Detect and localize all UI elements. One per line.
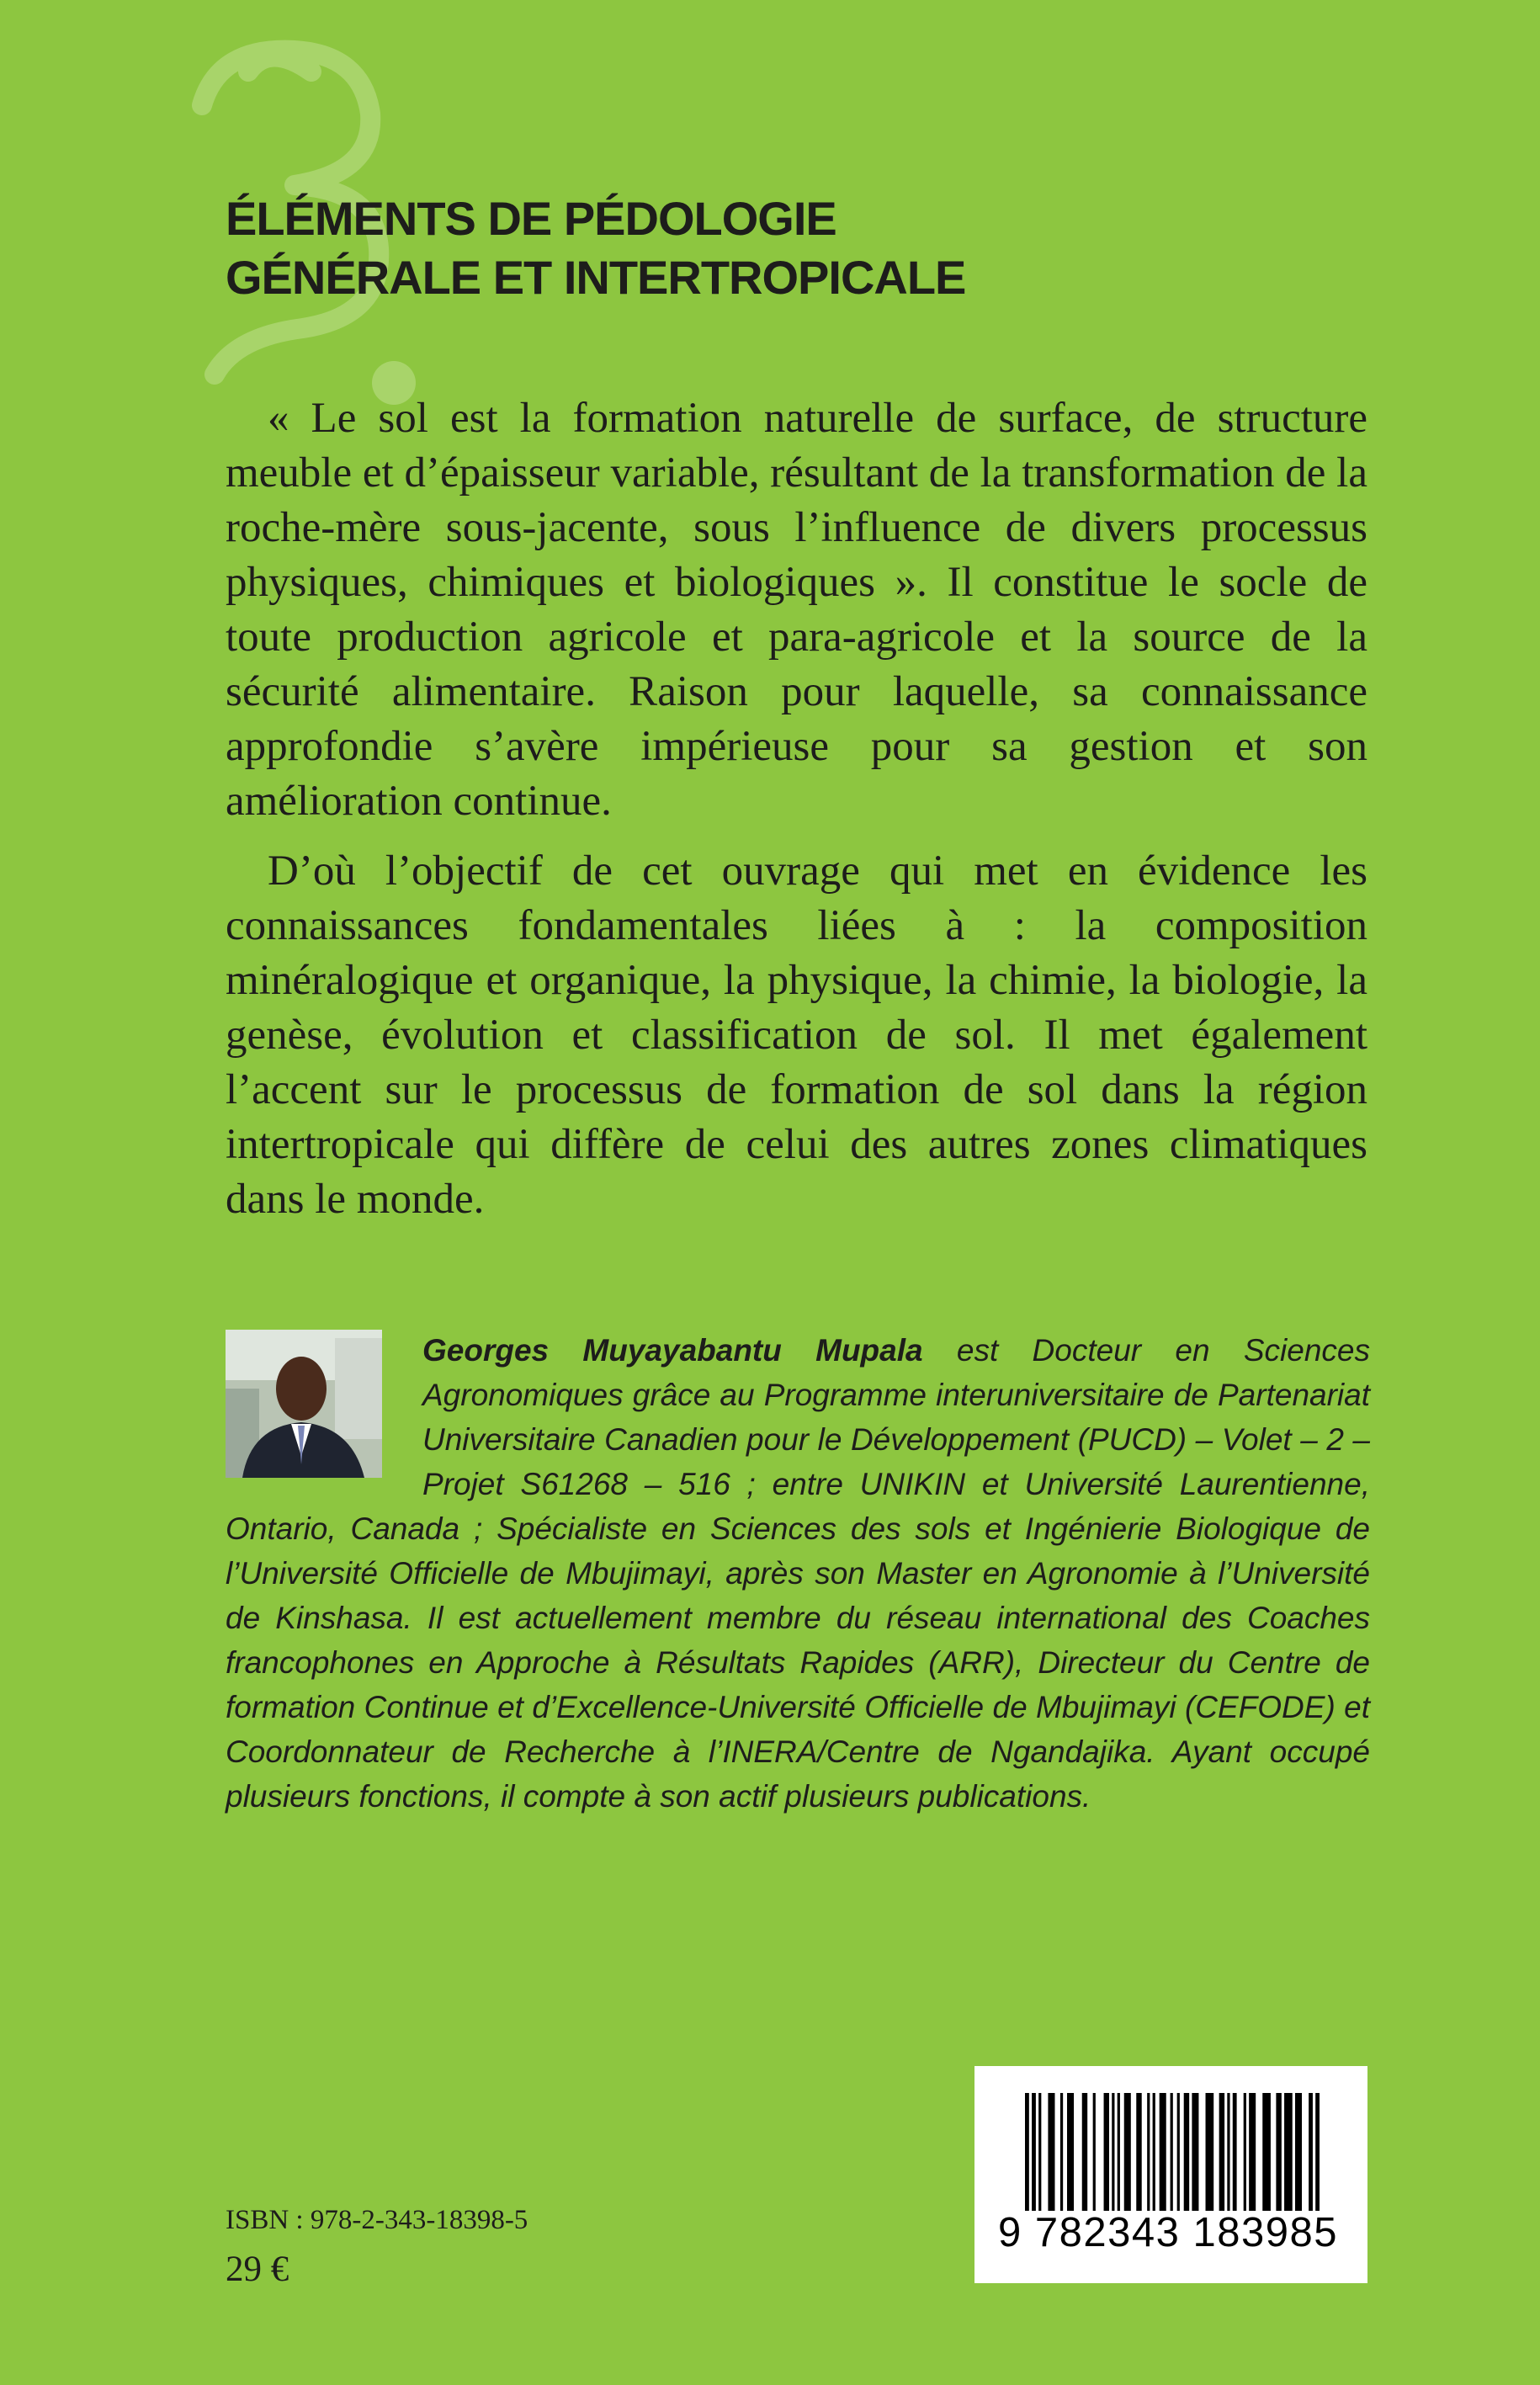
barcode-bar-19 [1192, 2093, 1198, 2211]
barcode-bar-21 [1219, 2093, 1224, 2211]
barcode-bar-29 [1295, 2093, 1302, 2211]
barcode-bar-8 [1104, 2093, 1109, 2211]
barcode-bar-10 [1118, 2093, 1120, 2211]
barcode-bar-22 [1227, 2093, 1229, 2211]
isbn: ISBN : 978-2-343-18398-5 [226, 2205, 528, 2235]
barcode-bar-5 [1067, 2093, 1074, 2211]
book-title-line-1: ÉLÉMENTS DE PÉDOLOGIE [226, 192, 836, 245]
barcode-bar-16 [1171, 2093, 1173, 2211]
barcode [974, 2066, 1367, 2283]
barcode-bars [1025, 2093, 1320, 2211]
barcode-bar-25 [1249, 2093, 1256, 2211]
author-bio-text: est Docteur en Sciences Agronomiques grâce au Programme interuniversitaire de Partenariat Universitaire Canadien pour le Développement (PUCD) – Volet – 2 – Projet S61268 – 516 ; entre UNIKIN et Université Laurentienne, Ontario, Canada ; Spécialiste en Sciences des sols et Ingénierie Biologique de l’Université Officielle de Mbujimayi, après son Master en Agronomie à l’Université de Kinshasa. Il est actuellement membre du réseau international des Coaches francophones en Approche à Résultats Rapides (ARR), Directeur du Centre de formation Continue et d’Excellence-Université Officielle de Mbujimayi (CEFODE) et Coordonnateur de Recherche à l’INERA/Centre de Ngandajika. Ayant occupé plusieurs fonctions, il compte à son actif plusieurs publications. [226, 1333, 1370, 1814]
barcode-bar-20 [1206, 2093, 1214, 2211]
barcode-bar-28 [1284, 2093, 1293, 2211]
barcode-bar-0 [1025, 2093, 1029, 2211]
barcode-bar-18 [1184, 2093, 1189, 2211]
book-title [226, 189, 1404, 307]
summary-paragraph-1: « Le sol est la formation naturelle de surface, de structure meuble et d’épaisseur variable, résultant de la transformation de la roche-mère sous-jacente, sous l’influence de divers processus physiques, chimiques et biologiques ». Il constitue le socle de toute production agricole et para-agricole et la source de la sécurité alimentaire. Raison pour laquelle, sa connaissance approfondie s’avère impérieuse pour sa gestion et son amélioration continue. [226, 395, 1367, 825]
author-photo-spacer [226, 1328, 422, 1476]
barcode-bar-13 [1147, 2093, 1150, 2211]
barcode-bar-30 [1309, 2093, 1313, 2211]
barcode-bar-15 [1160, 2093, 1166, 2211]
barcode-bar-2 [1038, 2093, 1041, 2211]
book-title-line-2: GÉNÉRALE ET INTERTROPICALE [226, 251, 966, 304]
price: 29 € [226, 2250, 289, 2289]
summary [226, 391, 1367, 1242]
barcode-bar-27 [1276, 2093, 1281, 2211]
barcode-bar-24 [1244, 2093, 1246, 2211]
barcode-bar-12 [1136, 2093, 1141, 2211]
barcode-bar-17 [1177, 2093, 1180, 2211]
summary-paragraph-2: D’où l’objectif de cet ouvrage qui met en évidence les connaissances fondamentales liées à : la composition minéralogique et organique, la physique, la chimie, la biologie, la genèse, évolution et classification de sol. Il met également l’accent sur le processus de formation de sol dans la région intertropicale qui diffère de celui des autres zones climatiques dans le monde. [226, 847, 1367, 1223]
barcode-bar-9 [1112, 2093, 1114, 2211]
barcode-bar-1 [1032, 2093, 1036, 2211]
barcode-bar-11 [1124, 2093, 1131, 2211]
barcode-bar-7 [1093, 2093, 1096, 2211]
barcode-bar-26 [1262, 2093, 1271, 2211]
barcode-bar-3 [1048, 2093, 1054, 2211]
barcode-bar-6 [1082, 2093, 1087, 2211]
barcode-bar-4 [1060, 2093, 1063, 2211]
barcode-bar-31 [1315, 2093, 1320, 2211]
author-bio [226, 1328, 1370, 1819]
barcode-bar-23 [1233, 2093, 1237, 2211]
barcode-bar-14 [1153, 2093, 1155, 2211]
author-name: Georges Muyayabantu Mupala [422, 1333, 923, 1368]
barcode-digits: 9 782343 183985 [998, 2210, 1338, 2255]
